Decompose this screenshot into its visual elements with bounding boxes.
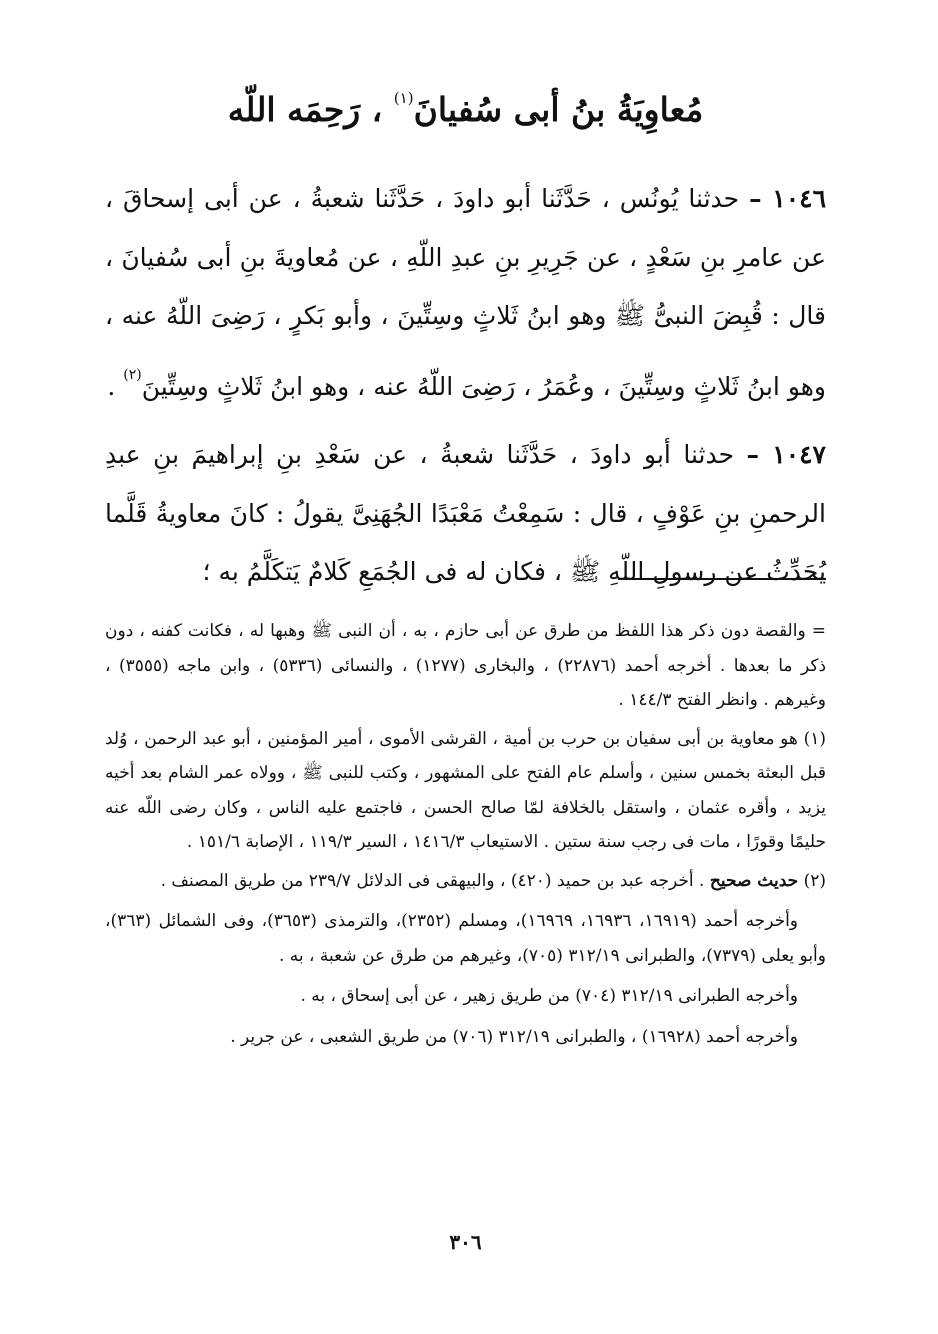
hadith-number: ١٠٤٧ – [746, 440, 826, 469]
title-footnote-ref: (١) [393, 89, 414, 107]
hadith-text: حدثنا يُونُس ، حَدَّثَنا أبو داودَ ، حَدَّثَنا شعبةُ ، عن أبى إسحاقَ ، عن عامرِ بنِ سَعْدٍ ، عن جَرِيرِ بنِ عبدِ اللّهِ ، عن مُعاويةَ بنِ أبى سُفيانَ ، قال : قُبِضَ النبىُّ ﷺ وهو ابنُ ثَلاثٍ وسِتِّينَ ، وأبو بَكرٍ ، رَضِىَ اللّهُ عنه ، وهو ابنُ ثَلاثٍ وسِتِّينَ ، وعُمَرُ ، رَضِىَ اللّهُ عنه ، وهو ابنُ ثَلاثٍ وسِتِّينَ [105, 184, 826, 401]
footnote-2-grade: حديث صحيح [709, 870, 799, 891]
book-page [105, 0, 826, 1334]
footnote-2-paragraph-3: وأخرجه الطبرانى ٣١٢/١٩ (٧٠٤) من طريق زهير ، عن أبى إسحاق ، به . [300, 986, 798, 1006]
hadith-number: ١٠٤٦ – [749, 184, 826, 213]
page-number: ٣٠٦ [449, 1230, 482, 1254]
footnote-2-label: (٢) [803, 870, 826, 891]
footnote-2 [105, 864, 826, 899]
footnote-separator [618, 578, 826, 580]
footnotes [105, 614, 826, 1054]
footnote-2-paragraph-2: وأخرجه أحمد (١٦٩١٩، ١٦٩٣٦، ١٦٩٦٩)، ومسلم (٢٣٥٢)، والترمذى (٣٦٥٣)، وفى الشمائل (٣٦٣)، وأبو يعلى (٧٣٧٩)، والطبرانى ٣١٢/١٩ (٧٠٥)، وغيرهم من طرق عن شعبة ، به . [105, 911, 826, 966]
hadith-1047 [105, 426, 826, 602]
hadith-end: . [107, 371, 124, 401]
chapter-title-text: مُعاوِيَةُ بنُ أبى سُفيانَ [413, 90, 704, 129]
hadith-text: حدثنا أبو داودَ ، حَدَّثَنا شعبةُ ، عن سَعْدِ بنِ إبراهيمَ بنِ عبدِ الرحمنِ بنِ عَوْفٍ ، قال : سَمِعْتُ مَعْبَدًا الجُهَنِىَّ يقولُ : كانَ معاويةُ قَلَّما يُحَدِّثُ عن رسولِ اللّهِ ﷺ ، فكان له فى الجُمَعِ كَلامٌ يَتكَلَّمُ به ؛ [105, 440, 826, 586]
hadith-1046 [105, 170, 826, 416]
chapter-title-suffix: ، رَحِمَه اللّه [227, 90, 383, 129]
footnote-2-text: . أخرجه عبد بن حميد (٤٢٠) ، والبيهقى فى الدلائل ٢٣٩/٧ من طريق المصنف . [160, 870, 705, 891]
hadith-footnote-ref: (٢) [123, 366, 142, 383]
footnote-2-paragraph-4: وأخرجه أحمد (١٦٩٢٨) ، والطبرانى ٣١٢/١٩ (٧٠٦) من طريق الشعبى ، عن جرير . [230, 1026, 798, 1047]
main-text [105, 170, 826, 602]
footnote-1: (١) هو معاوية بن أبى سفيان بن حرب بن أمية ، القرشى الأموى ، أمير المؤمنين ، أبو عبد الرحمن ، وُلد قبل البعثة بخمس سنين ، وأسلم عام الفتح على المشهور ، وكتب للنبى ﷺ ، وولاه عمر الشام بعد أخيه يزيد ، وأقره عثمان ، واستقل بالخلافة لمّا صالح الحسن ، فاجتمع عليه الناس ، وكان رضى اللّه عنه حليمًا وقورًا ، مات فى رجب سنة ستين . الاستيعاب ١٤١٦/٣ ، السير ١١٩/٣ ، الإصابة ١٥١/٦ . [105, 728, 826, 852]
footnote-continuation: = والقصة دون ذكر هذا اللفظ من طرق عن أبى حازم ، به ، أن النبى ﷺ وهبها له ، فكانت كفنه ، دون ذكر ما بعدها . أخرجه أحمد (٢٢٨٧٦) ، والبخارى (١٢٧٧) ، والنسائى (٥٣٣٦) ، وابن ماجه (٣٥٥٥) ، وغيرهم . وانظر الفتح ١٤٤/٣ . [105, 621, 827, 710]
chapter-title [105, 66, 826, 142]
